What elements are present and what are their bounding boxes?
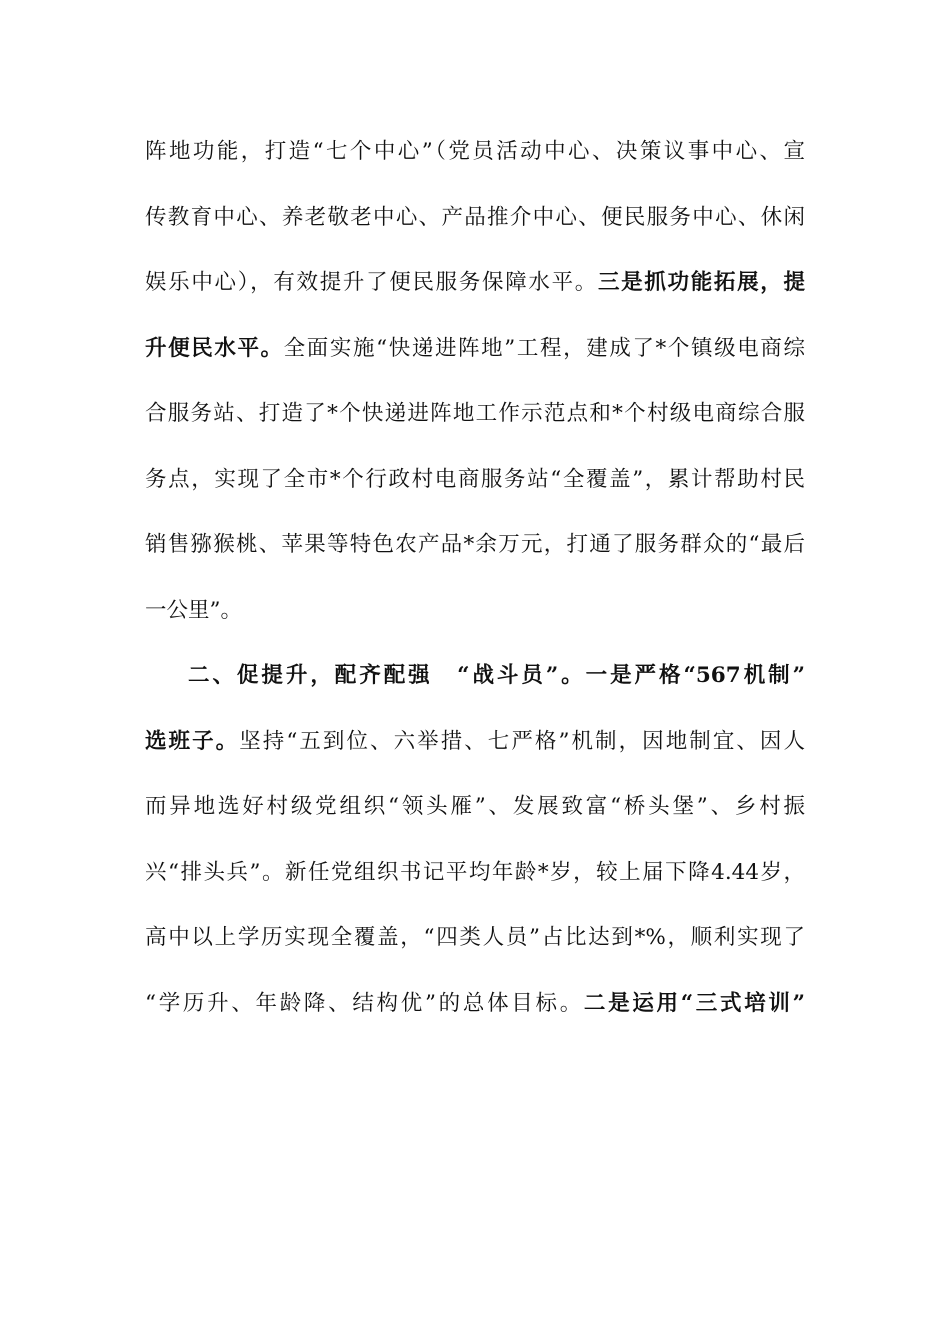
text-line: 阵地功能，打造“七个中心”（党员活动中心、决策议事中心、宣 (145, 139, 805, 164)
text-line: 务点，实现了全市*个行政村电商服务站“全覆盖”，累计帮助村民 (145, 466, 805, 492)
bold-heading-run: 二是运用“三式培训” (583, 990, 805, 1016)
paragraph-2 (145, 651, 805, 1044)
text-line: 传教育中心、养老敬老中心、产品推介中心、便民服务中心、休闲 (145, 204, 805, 230)
document-body (145, 127, 805, 1044)
text-line (145, 717, 805, 783)
text-line: 兴“排头兵”。新任党组织书记平均年龄*岁，较上届下降4.44岁， (145, 859, 805, 885)
text-line: 一公里”。 (145, 597, 242, 623)
text-run: “学历升、年龄降、结构优”的总体目标。 (145, 990, 584, 1016)
text-line: 高中以上学历实现全覆盖，“四类人员”占比达到*%，顺利实现了 (145, 925, 805, 950)
bold-heading-run: 选班子。 (145, 728, 240, 754)
paragraph-1 (145, 127, 805, 651)
text-line: 合服务站、打造了*个快递进阵地工作示范点和*个村级电商综合服 (145, 401, 805, 426)
section-heading: 二、促提升，配齐配强 “战斗员”。一是严格“567机制” (188, 663, 805, 688)
text-line (145, 324, 805, 390)
text-line: 销售猕猴桃、苹果等特色农产品*余万元，打通了服务群众的“最后 (145, 532, 805, 557)
text-run: 全面实施“快递进阵地”工程，建成了*个镇级电商综 (283, 335, 805, 361)
bold-heading-run: 升便民水平。 (145, 335, 284, 361)
text-run: 娱乐中心），有效提升了便民服务保障水平。 (145, 270, 598, 295)
text-line: 而异地选好村级党组织“领头雁”、发展致富“桥头堡”、乡村振 (145, 794, 805, 819)
section-heading-line (145, 651, 805, 717)
text-line (145, 979, 805, 1045)
text-line (145, 258, 805, 324)
bold-heading-run: 三是抓功能拓展，提 (597, 270, 805, 295)
text-run: 坚持“五到位、六举措、七严格”机制，因地制宜、因人 (239, 728, 805, 754)
